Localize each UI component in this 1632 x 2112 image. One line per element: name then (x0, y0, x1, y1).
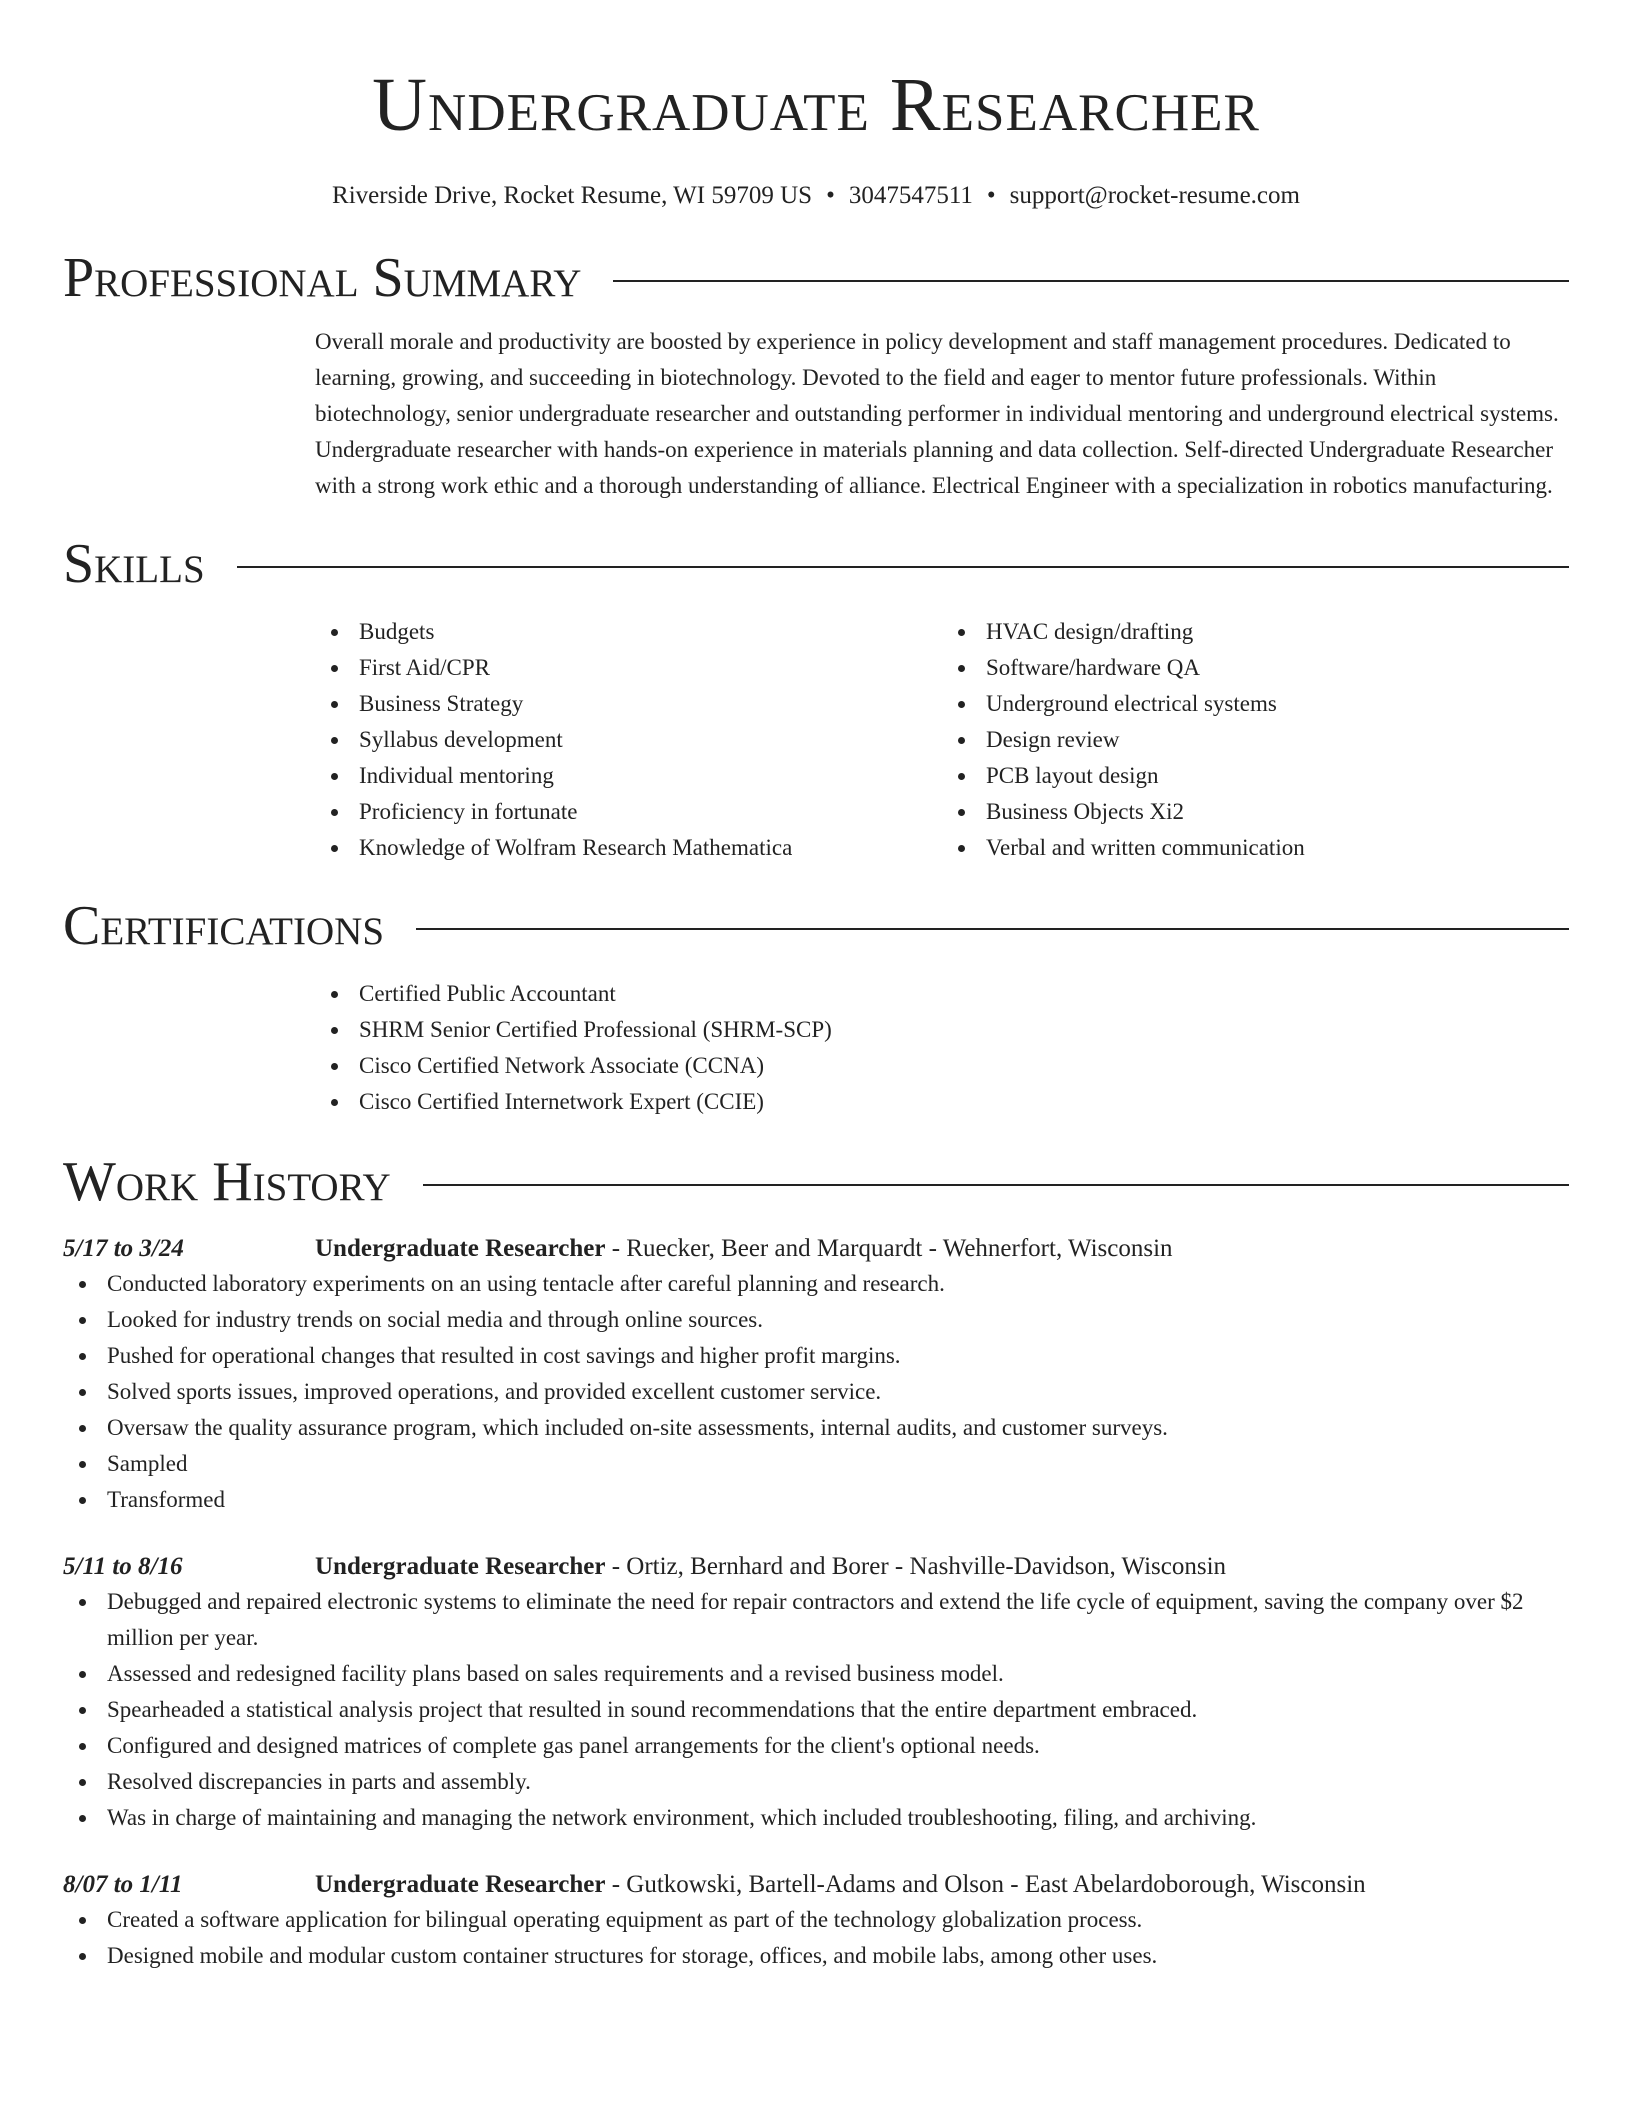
job-title: Undergraduate Researcher (315, 1553, 606, 1580)
skill-item: Verbal and written communication (986, 830, 1569, 866)
skill-item: First Aid/CPR (359, 650, 942, 686)
job-bullet: Assessed and redesigned facility plans based on sales requirements and a revised business model. (107, 1656, 1569, 1692)
job-bullet: Looked for industry trends on social media and through online sources. (107, 1302, 1569, 1338)
job-entry (63, 1868, 1569, 1974)
job-bullet-list (63, 1584, 1569, 1836)
skill-item: Budgets (359, 614, 942, 650)
job-dates: 5/17 to 3/24 (63, 1235, 184, 1262)
contact-address: Riverside Drive, Rocket Resume, WI 59709 US (332, 182, 813, 209)
job-bullet: Created a software application for bilingual operating equipment as part of the technology globalization process. (107, 1902, 1569, 1938)
certifications-title: Certifications (63, 895, 385, 957)
section-divider (423, 1184, 1569, 1186)
job-info (315, 1232, 1173, 1266)
skills-title: Skills (63, 533, 205, 595)
contact-line (0, 180, 1632, 212)
job-details: - Gutkowski, Bartell-Adams and Olson - East Abelardoborough, Wisconsin (605, 1871, 1366, 1898)
job-bullet-list (63, 1902, 1569, 1974)
summary-header (63, 246, 1569, 310)
job-info (315, 1550, 1226, 1584)
skill-item: Software/hardware QA (986, 650, 1569, 686)
job-bullet: Solved sports issues, improved operations, and provided excellent customer service. (107, 1374, 1569, 1410)
contact-separator: • (826, 182, 835, 209)
skill-item: Underground electrical systems (986, 686, 1569, 722)
job-entry (63, 1550, 1569, 1836)
job-bullet: Resolved discrepancies in parts and assembly. (107, 1764, 1569, 1800)
certifications-header (63, 894, 1569, 958)
work-header (63, 1150, 1569, 1214)
skill-item: HVAC design/drafting (986, 614, 1569, 650)
certifications-section (63, 894, 1569, 1120)
job-bullet: Debugged and repaired electronic systems to eliminate the need for repair contractors and extend the life cycle of equipment, saving the company over $2 million per year. (107, 1584, 1569, 1656)
certification-item: Cisco Certified Internetwork Expert (CCIE) (359, 1084, 1569, 1120)
job-dates: 5/11 to 8/16 (63, 1553, 183, 1580)
skill-item: Knowledge of Wolfram Research Mathematica (359, 830, 942, 866)
skill-item: Individual mentoring (359, 758, 942, 794)
work-title: Work History (63, 1151, 391, 1213)
job-bullet: Pushed for operational changes that resulted in cost savings and higher profit margins. (107, 1338, 1569, 1374)
section-divider (237, 566, 1569, 568)
work-jobs (63, 1232, 1569, 1974)
certification-item: Cisco Certified Network Associate (CCNA) (359, 1048, 1569, 1084)
job-title: Undergraduate Researcher (315, 1871, 606, 1898)
job-bullet: Conducted laboratory experiments on an using tentacle after careful planning and research. (107, 1266, 1569, 1302)
section-divider (416, 928, 1569, 930)
summary-section (63, 246, 1569, 504)
resume-name: Undergraduate Researcher (372, 63, 1260, 147)
contact-phone: 3047547511 (848, 182, 973, 209)
skill-item: Business Strategy (359, 686, 942, 722)
summary-text: Overall morale and productivity are boosted by experience in policy development and staff management procedures. Dedicated to learning, growing, and succeeding in biotechnology. Devoted to the field and eager to mentor future professionals. Within biotechnology, senior undergraduate researcher and outstanding performer in individual mentoring and underground electrical systems. Undergraduate researcher with hands-on experience in materials planning and data collection. Self-directed Undergraduate Researcher with a strong work ethic and a thorough understanding of alliance. Electrical Engineer with a specialization in robotics manufacturing. (315, 329, 1559, 498)
certification-item: SHRM Senior Certified Professional (SHRM-SCP) (359, 1012, 1569, 1048)
job-bullet-list (63, 1266, 1569, 1518)
skill-item: PCB layout design (986, 758, 1569, 794)
skill-item: Design review (986, 722, 1569, 758)
job-bullet: Oversaw the quality assurance program, which included on-site assessments, internal audits, and customer surveys. (107, 1410, 1569, 1446)
work-section (63, 1150, 1569, 1974)
contact-separator: • (986, 182, 996, 209)
job-header (63, 1868, 1569, 1902)
skill-item: Proficiency in fortunate (359, 794, 942, 830)
skills-list-right (942, 614, 1569, 866)
summary-title: Professional Summary (63, 247, 582, 309)
skills-section (63, 532, 1569, 866)
skills-header (63, 532, 1569, 596)
skills-list-left (315, 614, 942, 866)
section-divider (613, 280, 1569, 282)
job-header (63, 1232, 1569, 1266)
job-header (63, 1550, 1569, 1584)
skill-item: Business Objects Xi2 (986, 794, 1569, 830)
job-info (315, 1868, 1366, 1902)
skill-item: Syllabus development (359, 722, 942, 758)
summary-body (315, 324, 1569, 504)
job-bullet: Sampled (107, 1446, 1569, 1482)
job-title: Undergraduate Researcher (315, 1235, 606, 1262)
job-bullet: Spearheaded a statistical analysis project that resulted in sound recommendations that the entire department embraced. (107, 1692, 1569, 1728)
job-dates: 8/07 to 1/11 (63, 1871, 183, 1898)
job-details: - Ortiz, Bernhard and Borer - Nashville-Davidson, Wisconsin (605, 1553, 1227, 1580)
contact-email: support@rocket-resume.com (1009, 182, 1300, 209)
job-bullet: Designed mobile and modular custom container structures for storage, offices, and mobile labs, among other uses. (107, 1938, 1569, 1974)
job-bullet: Configured and designed matrices of complete gas panel arrangements for the client's optional needs. (107, 1728, 1569, 1764)
certifications-list (315, 976, 1569, 1120)
skills-grid (315, 614, 1569, 866)
certification-item: Certified Public Accountant (359, 976, 1569, 1012)
job-bullet: Transformed (107, 1482, 1569, 1518)
job-bullet: Was in charge of maintaining and managing the network environment, which included troubleshooting, filing, and archiving. (107, 1800, 1569, 1836)
certifications-body (315, 976, 1569, 1120)
job-entry (63, 1232, 1569, 1518)
job-details: - Ruecker, Beer and Marquardt - Wehnerfort, Wisconsin (605, 1235, 1173, 1262)
